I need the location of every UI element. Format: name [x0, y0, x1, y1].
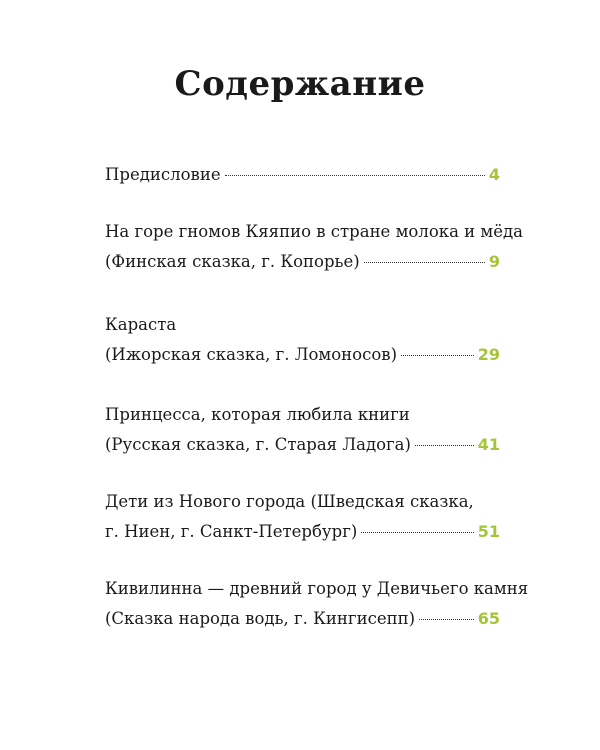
toc-entry-preface[interactable] [105, 160, 500, 190]
toc-entry-line [105, 310, 500, 340]
toc-entry-subtitle: (Сказка народа водь, г. Кингисепп) [105, 609, 416, 628]
dot-leader [419, 619, 474, 620]
dot-leader [364, 262, 485, 263]
toc-entry-princess[interactable] [105, 400, 500, 460]
toc-entry-kivilinna[interactable] [105, 574, 529, 634]
dot-leader [415, 445, 474, 446]
toc-entry-line [105, 604, 500, 634]
toc-page-number: 4 [488, 165, 500, 184]
toc-entry-title: Караста [105, 315, 177, 334]
toc-entry-subtitle: (Финская сказка, г. Копорье) [105, 252, 360, 271]
toc-entry-line [105, 160, 500, 190]
toc-page-number: 65 [477, 609, 500, 628]
toc-page-number: 29 [477, 345, 500, 364]
toc-entry-line [105, 574, 529, 604]
toc-entry-subtitle: (Ижорская сказка, г. Ломоносов) [105, 345, 398, 364]
toc-entry-title: Дети из Нового города (Шведская сказка, [105, 492, 474, 511]
toc-entry-title: Принцесса, которая любила книги [105, 405, 410, 424]
dot-leader [401, 355, 474, 356]
toc-entry-title: Кивилинна — древний город у Девичьего камня [105, 579, 529, 598]
toc-page-number: 51 [477, 522, 500, 541]
toc-entry-line [105, 340, 500, 370]
toc-entry-subtitle: (Русская сказка, г. Старая Ладога) [105, 435, 411, 454]
dot-leader [225, 175, 485, 176]
toc-entry-kyyapio[interactable] [105, 217, 523, 277]
toc-entry-line [105, 217, 523, 247]
toc-entry-new-city[interactable] [105, 487, 500, 547]
toc-entry-karasta[interactable] [105, 310, 500, 370]
toc-page-number: 9 [488, 252, 500, 271]
toc-entry-line [105, 430, 500, 460]
toc-entry-line [105, 247, 500, 277]
toc-entry-title: Предисловие [105, 165, 221, 184]
toc-page-number: 41 [477, 435, 500, 454]
dot-leader [361, 532, 473, 533]
page-title: Содержание [174, 64, 426, 104]
toc-entry-line [105, 487, 500, 517]
toc-entry-line [105, 400, 500, 430]
toc-entry-subtitle: г. Ниен, г. Санкт-Петербург) [105, 522, 358, 541]
toc-entry-line [105, 517, 500, 547]
toc-entry-title: На горе гномов Кяяпио в стране молока и мёда [105, 222, 523, 241]
